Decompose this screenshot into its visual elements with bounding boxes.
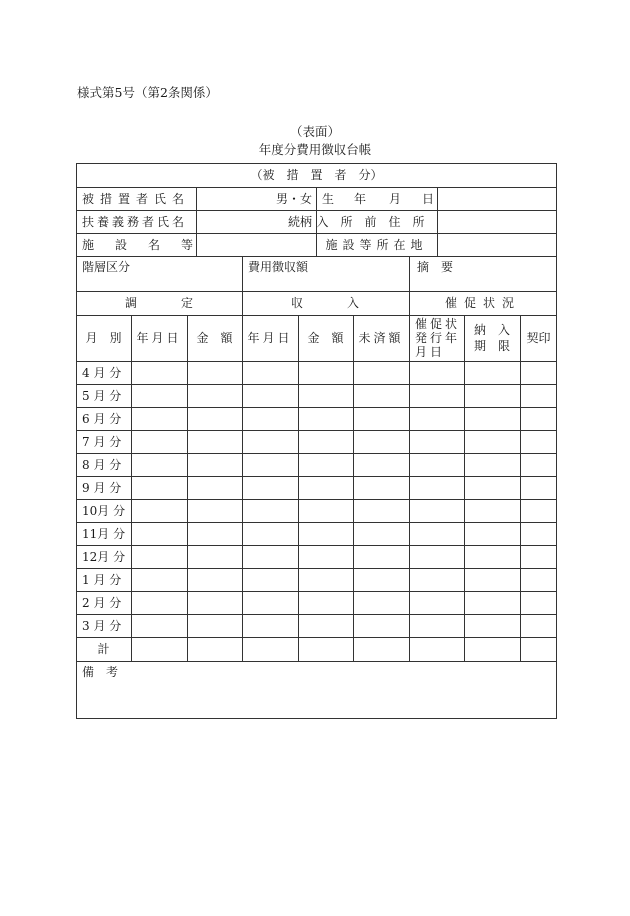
payment-deadline-header: [464, 315, 520, 361]
birth-day-label: 日: [422, 191, 435, 206]
previous-address-label: 入所前住所: [316, 214, 437, 229]
month-row-label: 12月 分: [82, 549, 126, 564]
deadline-line2: 期 限: [473, 339, 510, 353]
assessment-amount-header: 金 額: [196, 331, 233, 345]
guardian-name-label: 扶養義務者氏名: [82, 214, 188, 229]
birth-month-label: 月: [389, 191, 402, 206]
receipt-amount-header: 金 額: [307, 331, 344, 345]
facility-address-label: 施設等所在地: [325, 237, 428, 252]
month-row-label: 4 月 分: [82, 365, 122, 380]
reminder-issue-line1: 催促状: [415, 317, 461, 331]
fee-amount-label: 費用徴収額: [248, 260, 309, 274]
unpaid-amount-header: 未済額: [358, 331, 404, 345]
receipt-header-right: 入: [346, 296, 359, 310]
document-title: 年度分費用徴収台帳: [258, 142, 372, 157]
month-row-label: 10月 分: [82, 503, 126, 518]
seal-header: 契印: [526, 331, 551, 345]
section-caption: （被 措 置 者 分）: [250, 168, 383, 182]
month-row-label: 1 月 分: [82, 572, 122, 587]
facility-name-label: 施設名等: [82, 237, 215, 252]
reminder-issue-date-header: [409, 315, 464, 361]
month-row-label: 11月 分: [82, 526, 126, 541]
income-bracket-label: 階層区分: [82, 260, 131, 274]
month-row-label: 2 月 分: [82, 595, 122, 610]
name-label: 被措置者氏名: [82, 191, 191, 206]
assessment-header-right: 定: [180, 296, 193, 310]
birth-label: 生: [322, 191, 335, 206]
month-row-label: 7 月 分: [82, 434, 122, 449]
total-row-label: 計: [97, 642, 110, 656]
assessment-header-left: 調: [124, 296, 137, 310]
side-label: （表面）: [289, 124, 340, 139]
month-row-label: 5 月 分: [82, 388, 122, 403]
month-row-label: 3 月 分: [82, 618, 122, 633]
relation-label: 続柄: [287, 214, 312, 229]
reminder-issue-line2: 発行年: [415, 331, 461, 345]
remarks-label: 備 考: [82, 665, 119, 679]
fee-ledger-table: [76, 163, 557, 719]
deadline-line1: 納 入: [473, 323, 510, 337]
month-row-label: 6 月 分: [82, 411, 122, 426]
assessment-date-header: 年月日: [136, 331, 182, 345]
reminder-status-header: 催促状況: [444, 296, 521, 310]
receipt-header-left: 収: [290, 296, 303, 310]
birth-year-label: 年: [354, 191, 367, 206]
summary-label: 摘 要: [417, 260, 454, 274]
reminder-issue-line3: 月日: [415, 345, 446, 359]
month-row-label: 9 月 分: [82, 480, 122, 495]
receipt-date-header: 年月日: [247, 331, 293, 345]
form-number: 様式第5号（第2条関係）: [77, 85, 218, 100]
month-column-header: 月 別: [85, 331, 122, 345]
sex-option: 男・女: [275, 191, 312, 206]
month-row-label: 8 月 分: [82, 457, 122, 472]
